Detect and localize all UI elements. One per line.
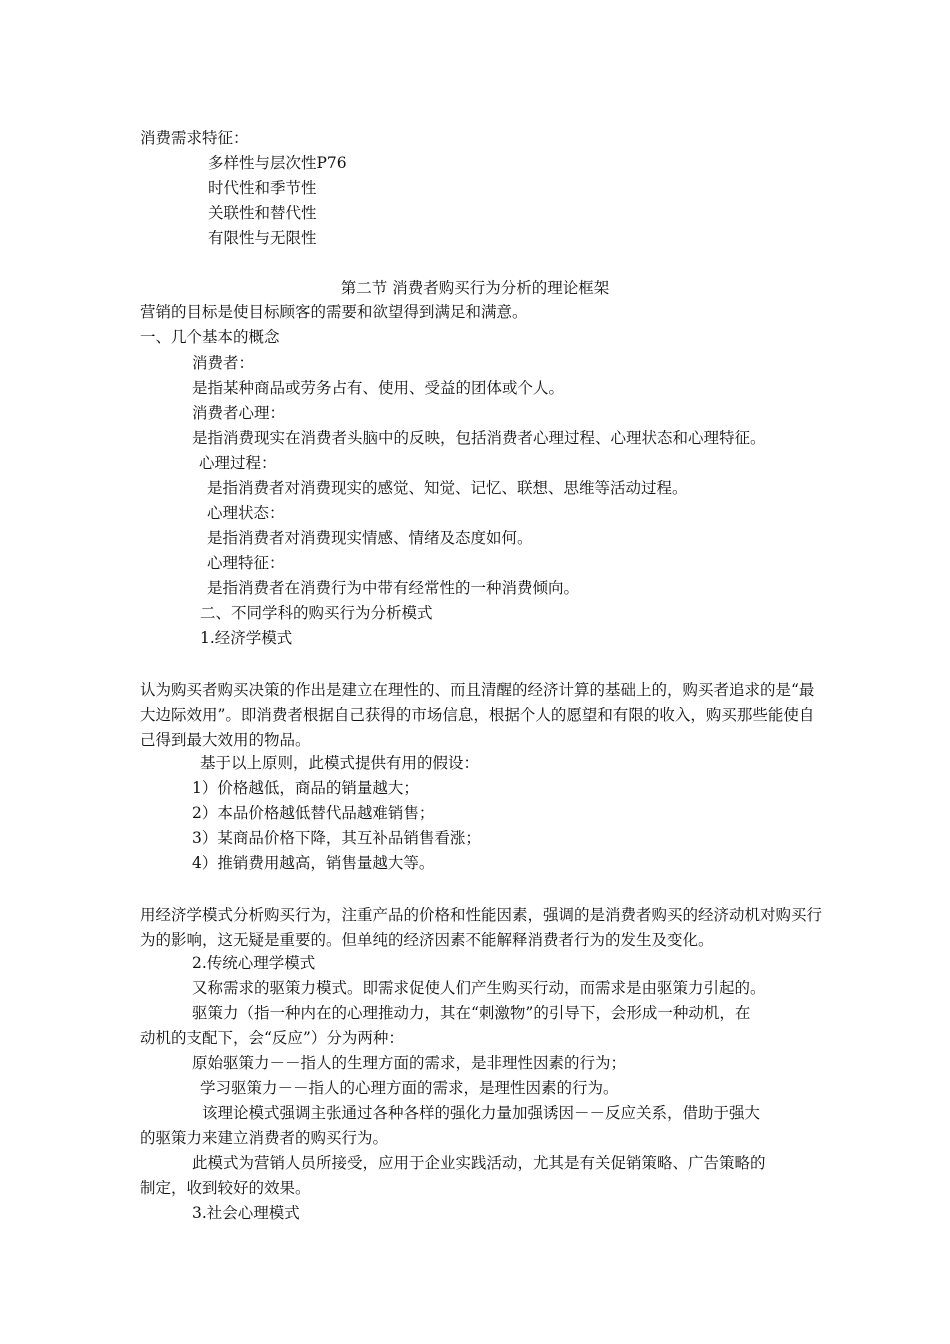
part2-heading: 二、不同学科的购买行为分析模式: [200, 604, 433, 622]
psych-paragraph: 制定，收到较好的效果。: [140, 1179, 311, 1197]
psych-paragraph: 该理论模式强调主张通过各种各样的强化力量加强诱因－－反应关系，借助于强大: [202, 1104, 761, 1122]
demand-feature-item: 多样性与层次性P76: [208, 154, 347, 172]
psych-paragraph: 驱策力（指一种内在的心理推动力，其在“刺激物”的引导下，会形成一种动机，在: [192, 1004, 751, 1022]
psych-paragraph: 动机的支配下，会“反应”）分为两种：: [140, 1029, 404, 1047]
social-model-heading: 3.社会心理模式: [192, 1204, 300, 1222]
psychology-label: 消费者心理：: [192, 404, 286, 422]
econ-assumption-intro: 基于以上原则，此模式提供有用的假设：: [200, 754, 480, 772]
state-definition: 是指消费者对消费现实情感、情绪及态度如何。: [207, 529, 533, 547]
demand-feature-item: 时代性和季节性: [208, 179, 317, 197]
psych-paragraph: 原始驱策力－－指人的生理方面的需求，是非理性因素的行为；: [192, 1054, 627, 1072]
econ-conclusion-paragraph: 用经济学模式分析购买行为，注重产品的价格和性能因素，强调的是消费者购买的经济动机对购买行为的影响，这无疑是重要的。但单纯的经济因素不能解释消费者行为的发生及变化。: [140, 906, 823, 949]
trait-label: 心理特征：: [207, 554, 285, 572]
consumer-label: 消费者：: [192, 354, 255, 372]
state-label: 心理状态：: [207, 504, 285, 522]
demand-features-heading: 消费需求特征：: [140, 129, 249, 147]
psych-paragraph: 此模式为营销人员所接受，应用于企业实践活动，尤其是有关促销策略、广告策略的: [192, 1154, 766, 1172]
demand-feature-item: 关联性和替代性: [208, 204, 317, 222]
psychology-definition: 是指消费现实在消费者头脑中的反映，包括消费者心理过程、心理状态和心理特征。: [192, 429, 766, 447]
trait-definition: 是指消费者在消费行为中带有经常性的一种消费倾向。: [207, 579, 580, 597]
psych-model-heading: 2.传统心理学模式: [192, 954, 316, 972]
econ-model-paragraph: 认为购买者购买决策的作出是建立在理性的、而且清醒的经济计算的基础上的，购买者追求的是“最大边际效用”。即消费者根据自己获得的市场信息，根据个人的愿望和有限的收入，购买那些能使自己得到最大效用的物品。: [140, 681, 815, 749]
process-label: 心理过程：: [199, 454, 277, 472]
econ-assumption-item: 2）本品价格越低替代品越难销售；: [192, 804, 435, 822]
consumer-definition: 是指某种商品或劳务占有、使用、受益的团体或个人。: [192, 379, 565, 397]
goal-paragraph: 营销的目标是使目标顾客的需要和欲望得到满足和满意。: [140, 303, 528, 321]
part1-heading: 一、几个基本的概念: [140, 328, 280, 346]
econ-assumption-item: 4）推销费用越高，销售量越大等。: [192, 854, 435, 872]
process-definition: 是指消费者对消费现实的感觉、知觉、记忆、联想、思维等活动过程。: [207, 479, 688, 497]
psych-paragraph: 又称需求的驱策力模式。即需求促使人们产生购买行动，而需求是由驱策力引起的。: [192, 979, 766, 997]
psych-paragraph: 的驱策力来建立消费者的购买行为。: [140, 1129, 389, 1147]
econ-model-heading: 1.经济学模式: [200, 629, 293, 647]
econ-assumption-item: 3）某商品价格下降，其互补品销售看涨；: [192, 829, 481, 847]
econ-assumption-item: 1）价格越低，商品的销量越大；: [192, 779, 419, 797]
demand-feature-item: 有限性与无限性: [208, 229, 317, 247]
psych-paragraph: 学习驱策力－－指人的心理方面的需求，是理性因素的行为。: [200, 1079, 619, 1097]
section-title: 第二节 消费者购买行为分析的理论框架: [340, 279, 610, 297]
